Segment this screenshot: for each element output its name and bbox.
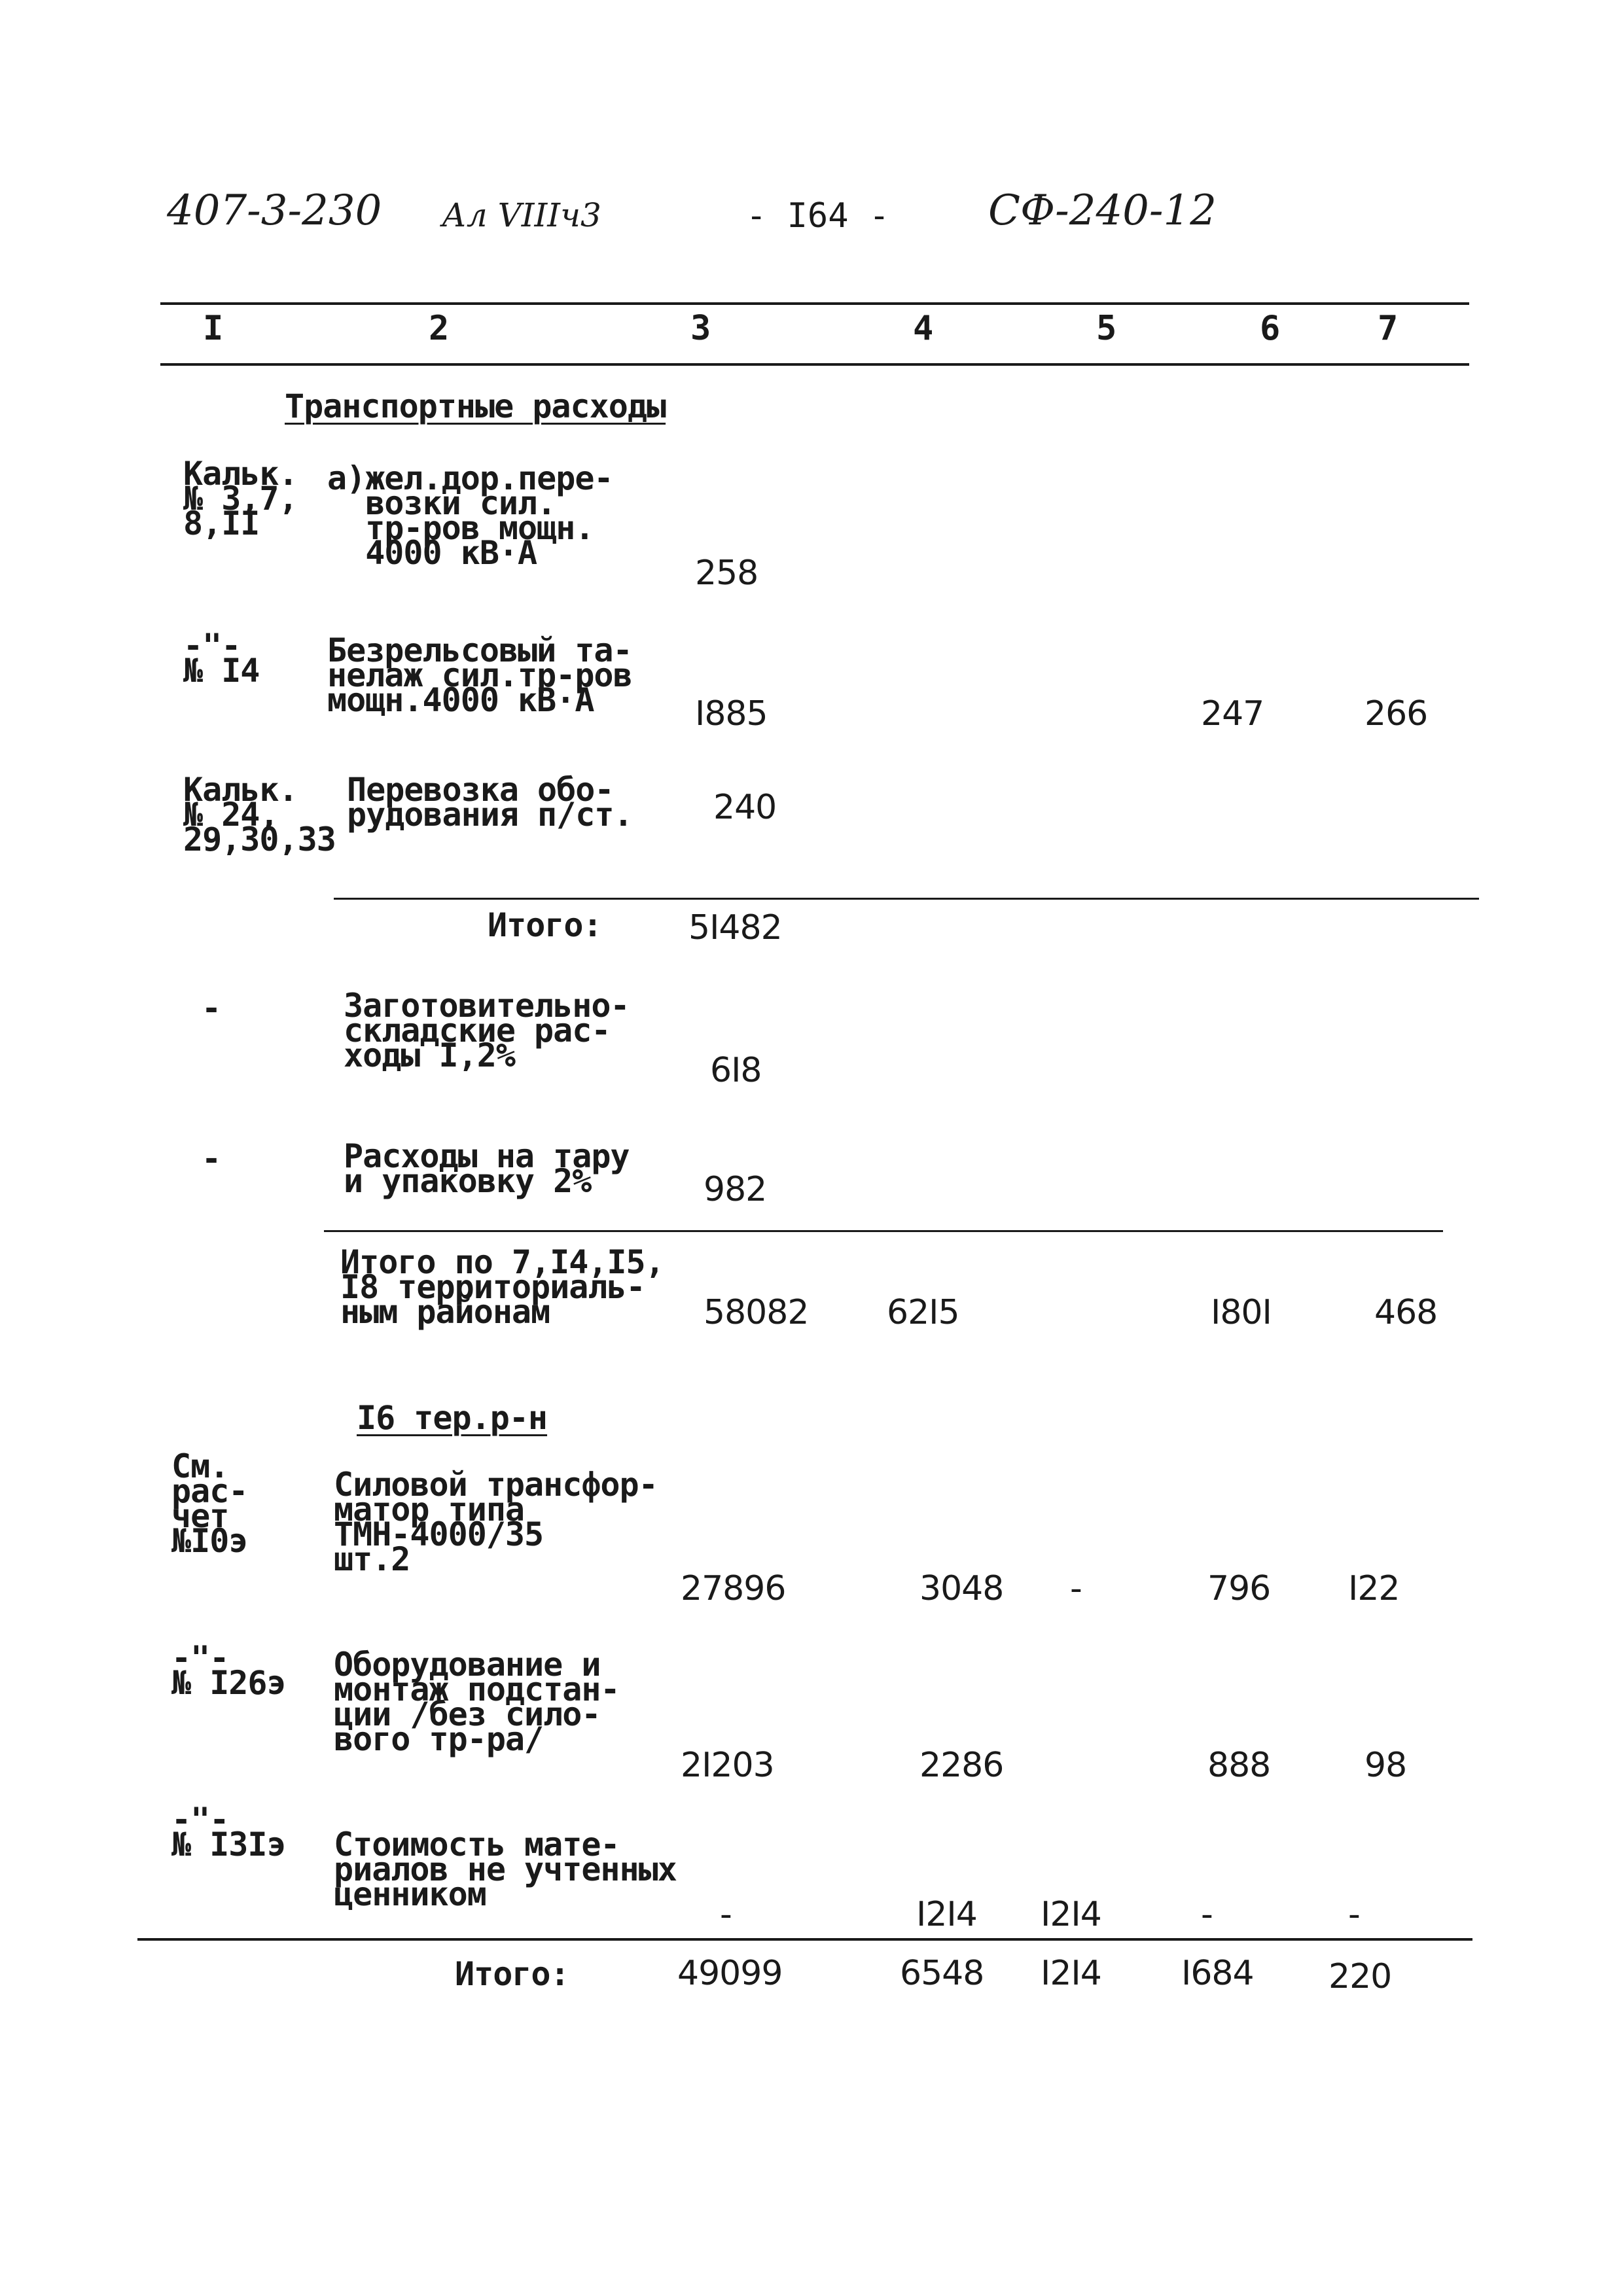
row-ref: -"- № I3Iэ <box>171 1801 286 1863</box>
column-header-1: I <box>203 309 224 348</box>
cell-col6: - <box>1201 1895 1213 1934</box>
cell-col3: - <box>720 1895 732 1934</box>
total-rule <box>324 1230 1443 1232</box>
cell-col7: - <box>1348 1895 1360 1934</box>
final-total-col6: I684 <box>1181 1954 1254 1993</box>
row-ref: Кальк. № 3,7, 8,II <box>183 455 298 542</box>
row-description: Силовой трансфор- матор типа ТМН-4000/35 шт.2 <box>334 1466 658 1578</box>
total-label: Итого по 7,I4,I5, I8 территориаль- ным районам <box>340 1243 664 1331</box>
final-total-col7: 220 <box>1329 1957 1392 1996</box>
column-header-5: 5 <box>1096 309 1117 348</box>
cell-col3: I885 <box>695 694 768 733</box>
final-total-col4: 6548 <box>900 1954 984 1993</box>
total-col3: 58082 <box>704 1293 809 1332</box>
cell-col6: 796 <box>1207 1569 1271 1608</box>
cell-col5: - <box>1070 1569 1082 1608</box>
section-title-region16: I6 тер.р-н <box>357 1399 548 1437</box>
cell-col3: 27896 <box>681 1569 786 1608</box>
row-ref: - <box>202 1140 221 1178</box>
cell-col7: 98 <box>1364 1746 1407 1785</box>
subtotal-rule <box>334 898 1479 900</box>
cell-col3: 240 <box>713 788 777 827</box>
header-top-rule <box>160 302 1469 305</box>
row-description: Безрельсовый та- нелаж сил.тр-ров мощн.4000 кВ·А <box>327 631 632 719</box>
column-header-6: 6 <box>1260 309 1281 348</box>
subtotal-col3: 5I482 <box>688 908 782 947</box>
sheet-code: СФ-240-12 <box>988 186 1217 235</box>
cell-col4: I2I4 <box>916 1895 977 1934</box>
cell-col6: 888 <box>1207 1746 1271 1785</box>
column-header-4: 4 <box>913 309 934 348</box>
cell-col7: I22 <box>1348 1569 1400 1608</box>
row-ref: - <box>202 989 221 1027</box>
row-description: Расходы на тару и упаковку 2% <box>344 1137 630 1200</box>
page-number: - I64 - <box>746 196 890 236</box>
cell-col7: 266 <box>1364 694 1428 733</box>
section-title-transport: Транспортные расходы <box>285 387 666 425</box>
column-header-3: 3 <box>690 309 711 348</box>
header-bottom-rule <box>160 363 1469 366</box>
cell-col6: 247 <box>1201 694 1264 733</box>
final-total-col5: I2I4 <box>1041 1954 1101 1993</box>
row-description: Стоимость мате- риалов не учтенных ценником <box>334 1826 677 1913</box>
row-ref: Кальк. № 24, 29,30,33 <box>183 771 336 858</box>
album-reference: Ал VIIIч3 <box>442 196 601 234</box>
cell-col3: 2I203 <box>681 1746 774 1785</box>
row-description: Перевозка обо- рудования п/ст. <box>347 771 633 834</box>
total-col7: 468 <box>1374 1293 1438 1332</box>
row-description: Оборудование и монтаж подстан- ции /без сило- вого тр-ра/ <box>334 1646 620 1758</box>
cell-col3: 982 <box>704 1170 767 1209</box>
final-total-rule <box>137 1938 1472 1941</box>
subtotal-label: Итого: <box>488 906 602 944</box>
column-header-7: 7 <box>1378 309 1399 348</box>
final-total-label: Итого: <box>455 1955 569 1993</box>
row-ref: -"- № I4 <box>183 627 260 690</box>
cell-col4: 2286 <box>919 1746 1004 1785</box>
cell-col3: 258 <box>695 554 758 593</box>
column-header-2: 2 <box>429 309 450 348</box>
cell-col4: 3048 <box>919 1569 1004 1608</box>
final-total-col3: 49099 <box>677 1954 783 1993</box>
cell-col3: 6I8 <box>710 1051 762 1090</box>
cell-col5: I2I4 <box>1041 1895 1101 1934</box>
row-ref: См. рас- чет №I0э <box>171 1447 248 1560</box>
total-col4: 62I5 <box>887 1293 959 1332</box>
row-description: а)жел.дор.пере- возки сил. тр-ров мощн. 4000 кВ·А <box>327 459 613 572</box>
row-description: Заготовительно- складские рас- ходы I,2% <box>344 987 630 1074</box>
row-ref: -"- № I26э <box>171 1639 286 1702</box>
document-code: 407-3-230 <box>167 186 382 235</box>
total-col6: I80I <box>1211 1293 1272 1332</box>
